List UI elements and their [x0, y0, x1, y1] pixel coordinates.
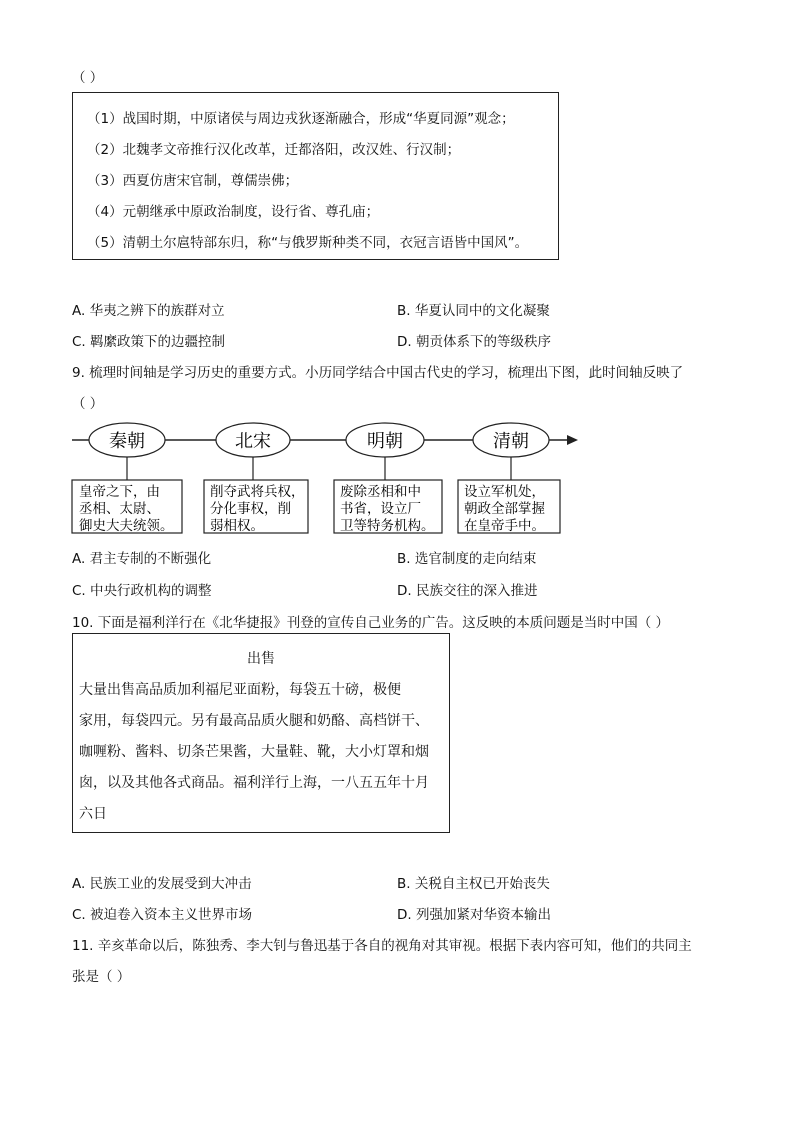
- timeline-note-line: 削夺武将兵权，: [210, 484, 305, 500]
- timeline-arrow-icon: [567, 435, 578, 445]
- q8-material-line-2: （2）北魏孝文帝推行汉化改革，迁都洛阳，改汉姓、行汉制；: [87, 142, 461, 158]
- q8-material-line-1: （1）战国时期，中原诸侯与周边戎狄逐渐融合，形成“华夏同源”观念；: [87, 111, 515, 127]
- q9-timeline-diagram: [70, 420, 590, 535]
- ad-line-1: 大量出售高品质加利福尼亚面粉，每袋五十磅，极便: [79, 682, 401, 698]
- q9-option-a[interactable]: A. 君主专制的不断强化: [72, 551, 212, 567]
- timeline-note-line: 分化事权，削: [210, 501, 291, 517]
- timeline-node-qin: [72, 423, 182, 534]
- ad-line-3: 咖喱粉、酱料、切条芒果酱，大量鞋、靴，大小灯罩和烟: [79, 744, 429, 760]
- q8-option-a[interactable]: A. 华夷之辨下的族群对立: [72, 303, 225, 319]
- q11-stem-line-1: 11. 辛亥革命以后，陈独秀、李大钊与鲁迅基于各自的视角对其审视。根据下表内容可知，他们的共同主: [72, 938, 692, 954]
- timeline-note-line: 设立军机处，: [464, 484, 545, 500]
- timeline-note-line: 皇帝之下，由: [79, 484, 160, 500]
- timeline-dynasty-label: 秦朝: [109, 431, 145, 452]
- timeline-note-line: 弱相权。: [210, 518, 264, 534]
- q10-advertisement-box: [72, 633, 450, 833]
- q9-option-c[interactable]: C. 中央行政机构的调整: [72, 583, 212, 599]
- timeline-note-line: 朝政全部掌握: [464, 501, 545, 517]
- q8-option-b[interactable]: B. 华夏认同中的文化凝聚: [397, 303, 550, 319]
- q10-option-c[interactable]: C. 被迫卷入资本主义世界市场: [72, 907, 253, 923]
- timeline-dynasty-label: 清朝: [493, 431, 529, 452]
- timeline-note-line: 御史大夫统领。: [79, 518, 174, 534]
- q8-material-line-4: （4）元朝继承中原政治制度，设行省、尊孔庙；: [87, 204, 380, 220]
- timeline-note-line: 在皇帝手中。: [464, 518, 545, 534]
- q8-option-c[interactable]: C. 羁縻政策下的边疆控制: [72, 334, 226, 350]
- timeline-note-line: 丞相、太尉、: [79, 501, 160, 517]
- q10-option-d[interactable]: D. 列强加紧对华资本输出: [397, 907, 551, 923]
- q9-answer-paren: （ ）: [72, 396, 104, 412]
- q8-material-line-3: （3）西夏仿唐宋官制，尊儒崇佛；: [87, 173, 299, 189]
- ad-line-5: 六日: [79, 806, 107, 822]
- q9-option-b[interactable]: B. 选官制度的走向结束: [397, 551, 537, 567]
- ad-title: 出售: [247, 651, 275, 667]
- q8-material-line-5: （5）清朝土尔扈特部东归，称“与俄罗斯种类不同，衣冠言语皆中国风”。: [87, 235, 529, 251]
- ad-line-2: 家用，每袋四元。另有最高品质火腿和奶酪、高档饼干、: [79, 713, 429, 729]
- timeline-node-qing: [458, 423, 560, 534]
- timeline-dynasty-label: 明朝: [367, 431, 403, 452]
- q8-answer-paren: （ ）: [72, 70, 104, 86]
- q8-material-box: [72, 92, 559, 260]
- q10-stem: 10. 下面是福利洋行在《北华捷报》刊登的宣传自己业务的广告。这反映的本质问题是当时中国（ ）: [72, 615, 670, 631]
- q9-option-d[interactable]: D. 民族交往的深入推进: [397, 583, 538, 599]
- timeline-note-line: 书省，设立厂: [340, 501, 421, 517]
- timeline-note-line: 废除丞相和中: [340, 484, 421, 500]
- timeline-note-line: 卫等特务机构。: [340, 518, 435, 534]
- q11-stem-line-2: 张是（ ）: [72, 969, 131, 985]
- q10-option-a[interactable]: A. 民族工业的发展受到大冲击: [72, 876, 252, 892]
- ad-line-4: 囱，以及其他各式商品。福利洋行上海，一八五五年十月: [79, 775, 429, 791]
- timeline-dynasty-label: 北宋: [235, 431, 271, 452]
- q9-stem: 9. 梳理时间轴是学习历史的重要方式。小历同学结合中国古代史的学习，梳理出下图，此时间轴反映了: [72, 365, 684, 381]
- q8-option-d[interactable]: D. 朝贡体系下的等级秩序: [397, 334, 551, 350]
- q10-option-b[interactable]: B. 关税自主权已开始丧失: [397, 876, 550, 892]
